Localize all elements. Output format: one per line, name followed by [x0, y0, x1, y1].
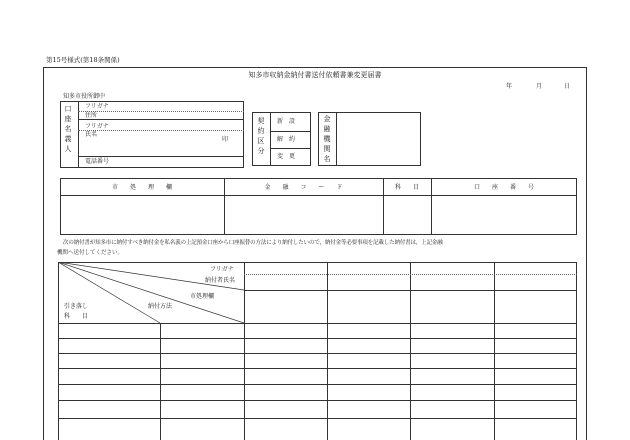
form-title: 知多市収納金納付書送付依頼書兼変更届書	[248, 71, 382, 79]
furigana-label-2: フリガナ	[85, 123, 109, 130]
date-day: 日	[564, 83, 571, 90]
payer-name-label: 納付者氏名	[205, 277, 236, 284]
notice-line-1: 次の納付書が知多市に納付すべき納付金を私名義の上記預金口座から口座振替の方法により納付したいので，納付金等必要事項を記載した納付書は，上記金融	[63, 240, 443, 246]
form-number: 第15号様式(第18条関係)	[46, 56, 120, 64]
contract-label: 契約区分	[257, 117, 265, 155]
seal-mark: 印	[222, 136, 229, 143]
account-holder-label: 口座名義人	[64, 105, 72, 153]
addressee: 知多市役所御中	[63, 93, 106, 100]
col-city-processing: 市 処 理 欄	[111, 184, 172, 191]
date-year: 年	[506, 83, 513, 90]
lower-subject-label: 科 目	[64, 313, 89, 320]
contract-cancel: 解 約	[277, 136, 296, 143]
col-account-number: 口 座 番 号	[473, 184, 534, 191]
date-month: 月	[536, 83, 543, 90]
lower-furigana: フリガナ	[210, 266, 234, 273]
name-label: 氏名	[85, 131, 98, 138]
furigana-label-1: フリガナ	[85, 103, 109, 110]
debit-label: 引き落し	[64, 303, 89, 310]
address-label: 住所	[85, 112, 98, 119]
payment-method-label: 納付方法	[148, 303, 173, 310]
bank-label: 金融機関名	[323, 115, 331, 163]
contract-change: 変 更	[277, 153, 296, 160]
city-proc-label: 市処理欄	[190, 293, 215, 300]
notice-line-2: 機関へ送付してください。	[57, 250, 124, 256]
col-bank-code: 金 融 コ ー ド	[264, 184, 343, 191]
phone-label: 電話番号	[85, 158, 110, 165]
contract-new: 新 設	[277, 118, 296, 125]
col-subject: 科 目	[394, 184, 419, 191]
